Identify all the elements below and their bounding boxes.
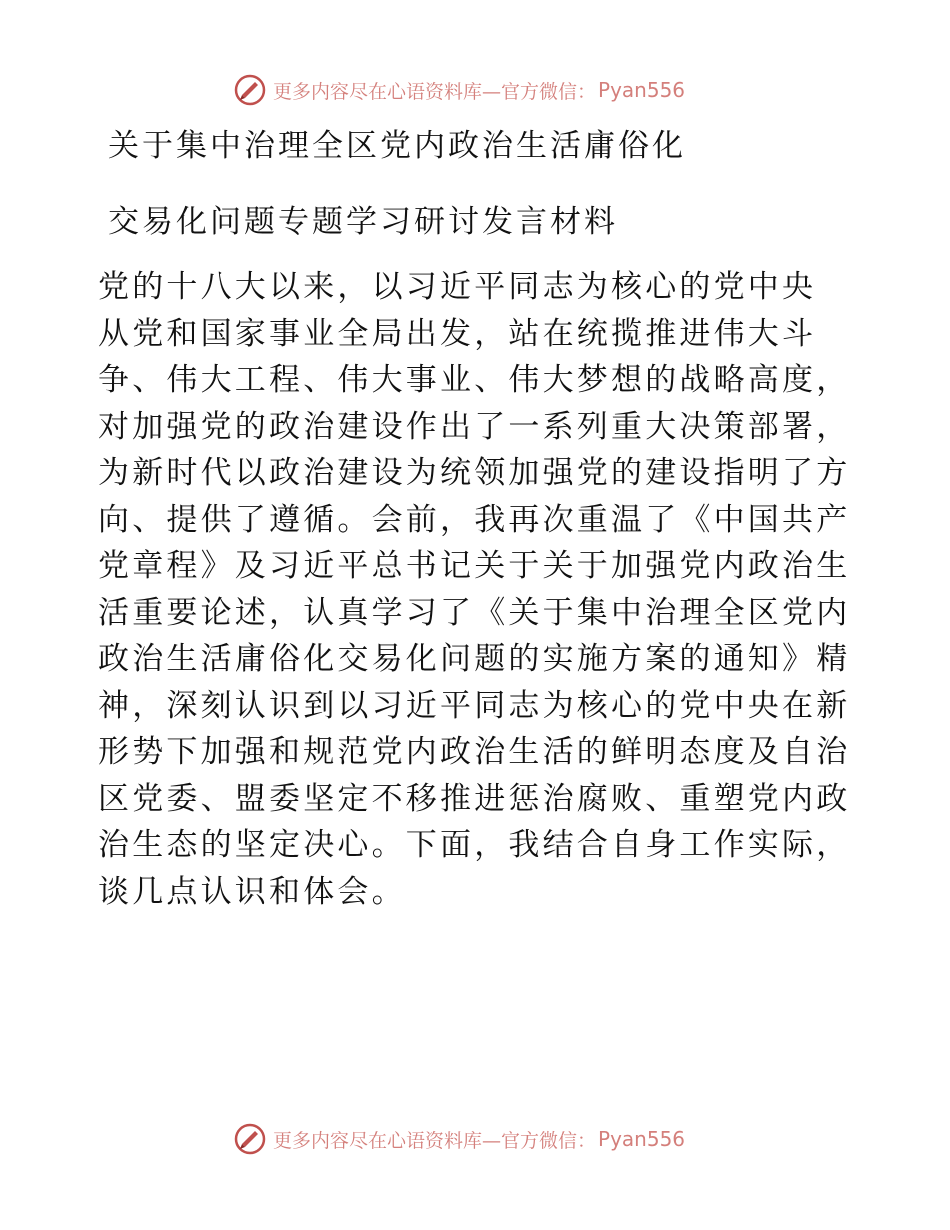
- watermark-header: [233, 72, 685, 108]
- body-line: 争、伟大工程、伟大事业、伟大梦想的战略高度，: [98, 362, 851, 398]
- brand-logo-icon: [233, 73, 267, 107]
- body-line: 神，深刻认识到以习近平同志为核心的党中央在新: [98, 687, 851, 724]
- body-line: 为新时代以政治建设为统领加强党的建设指明了方: [98, 455, 851, 491]
- watermark-wechat-id: Pyan556: [598, 78, 686, 102]
- watermark-footer: [233, 1121, 685, 1157]
- body-line: 治生态的坚定决心。下面，我结合自身工作实际，: [98, 827, 851, 863]
- watermark-wechat-id: Pyan556: [598, 1127, 686, 1151]
- body-line: 党章程》及习近平总书记关于关于加强党内政治生: [98, 548, 851, 584]
- body-line: 向、提供了遵循。会前，我再次重温了《中国共产: [98, 501, 851, 538]
- watermark-text: 更多内容尽在心语资料库—官方微信：: [273, 80, 597, 103]
- document-title-line-1: 关于集中治理全区党内政治生活庸俗化: [108, 128, 686, 164]
- brand-logo-icon: [233, 1122, 267, 1156]
- document-body: [98, 264, 858, 915]
- body-line: 政治生活庸俗化交易化问题的实施方案的通知》精: [98, 641, 851, 677]
- body-line: 形势下加强和规范党内政治生活的鲜明态度及自治: [98, 734, 851, 770]
- body-line: 党的十八大以来，以习近平同志为核心的党中央: [98, 269, 817, 305]
- watermark-text: 更多内容尽在心语资料库—官方微信：: [273, 1129, 597, 1152]
- body-line: 谈几点认识和体会。: [98, 873, 406, 910]
- document-title-line-2: 交易化问题专题学习研讨发言材料: [108, 204, 618, 240]
- body-line: 区党委、盟委坚定不移推进惩治腐败、重塑党内政: [98, 780, 851, 817]
- body-line: 从党和国家事业全局出发，站在统揽推进伟大斗: [98, 315, 817, 352]
- body-line: 对加强党的政治建设作出了一系列重大决策部署，: [98, 408, 851, 445]
- body-line: 活重要论述，认真学习了《关于集中治理全区党内: [98, 594, 851, 631]
